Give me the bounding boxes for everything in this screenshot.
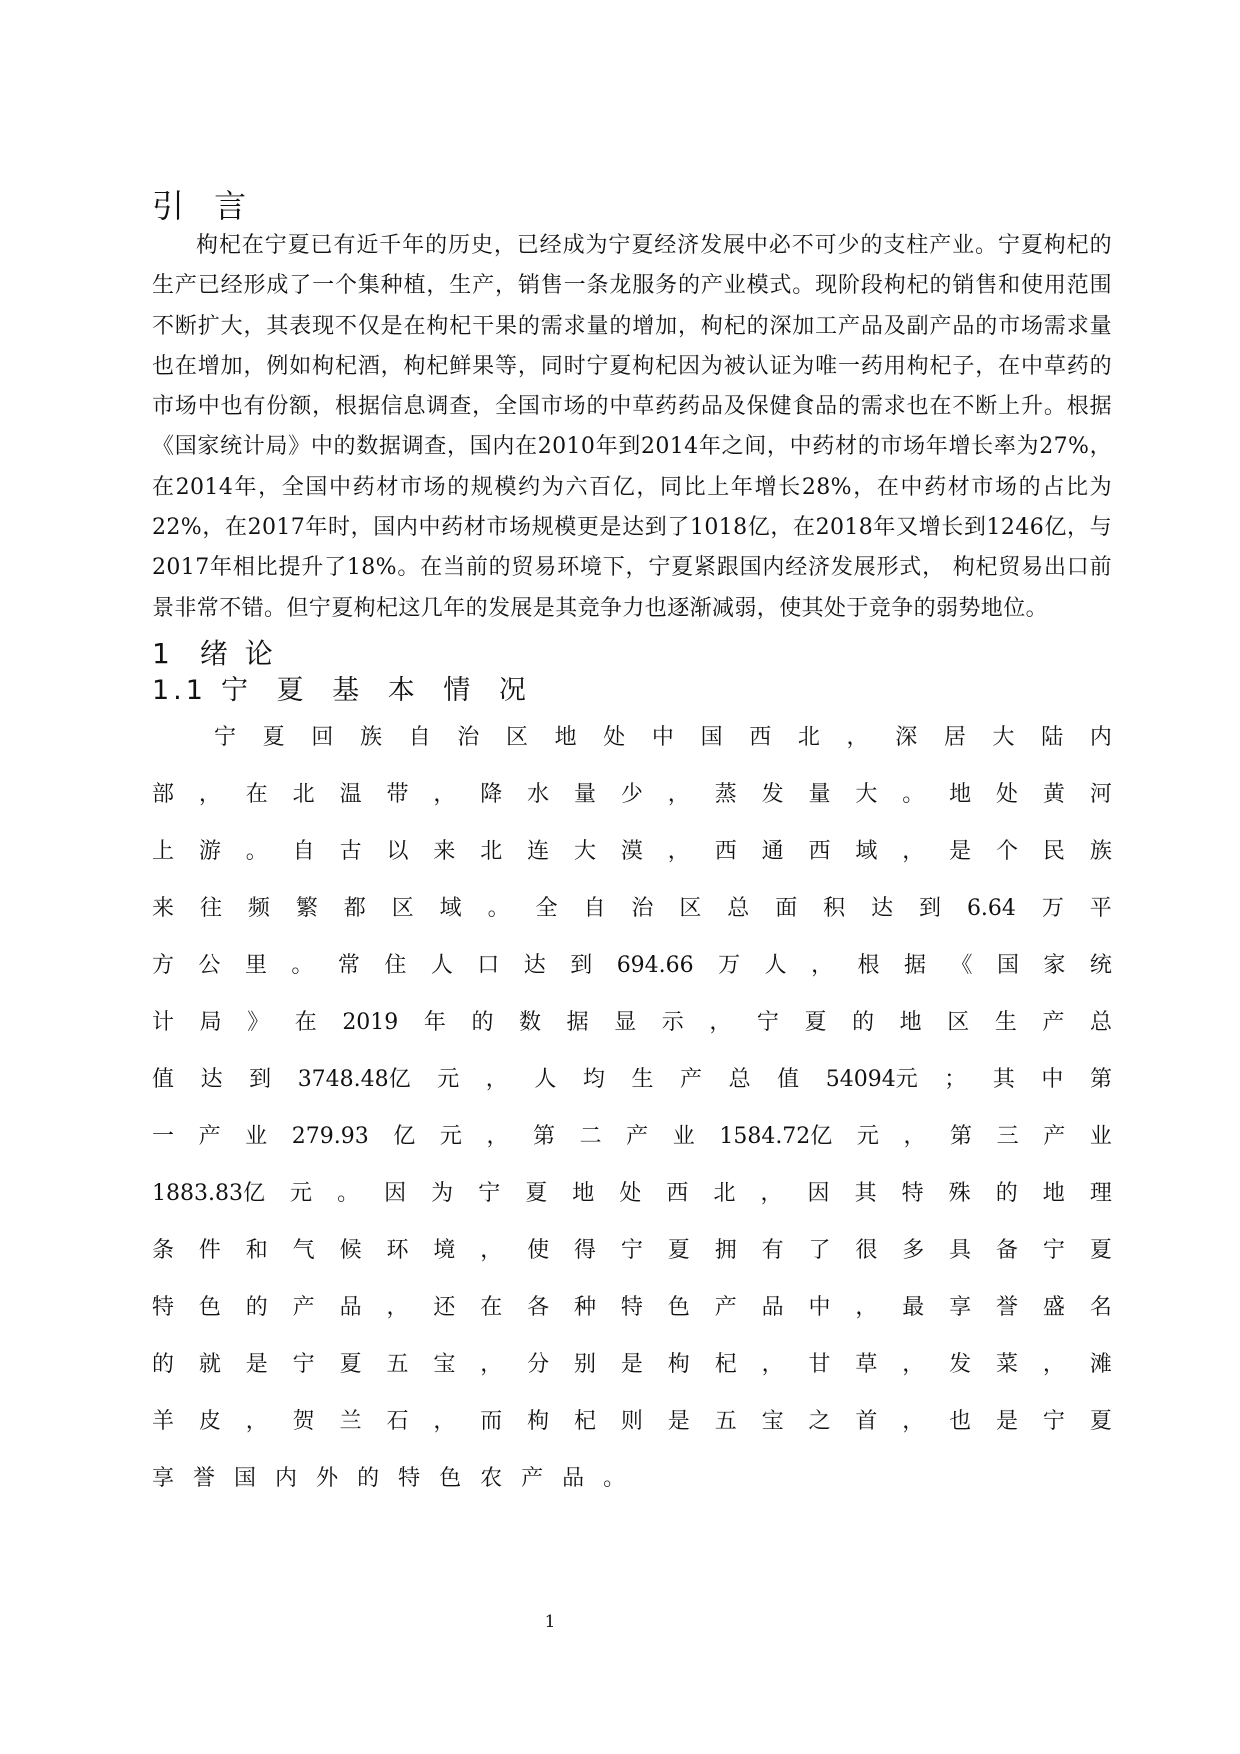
text-token: 陆 xyxy=(1041,724,1064,750)
text-token: 的 xyxy=(852,1009,875,1035)
text-token: 54094元 xyxy=(825,1066,918,1092)
text-token: 杞 xyxy=(714,1351,737,1377)
text-token: 发 xyxy=(761,781,784,807)
text-token: 宁 xyxy=(620,1237,643,1263)
text-token: 享 xyxy=(949,1294,972,1320)
text-token: 境 xyxy=(433,1237,456,1263)
text-token: 宁 xyxy=(756,1009,779,1035)
text-token: 北 xyxy=(797,724,820,750)
text-token: 五 xyxy=(386,1351,409,1377)
text-token: 局 xyxy=(199,1009,222,1035)
text-token: 处 xyxy=(619,1180,642,1206)
text-token: 气 xyxy=(292,1237,315,1263)
text-token: 特 xyxy=(620,1294,643,1320)
text-token: 是 xyxy=(245,1351,268,1377)
text-token: ， xyxy=(902,838,925,864)
text-token: 家 xyxy=(1043,952,1066,978)
text-token: 国 xyxy=(700,724,723,750)
text-token: 2019 xyxy=(342,1009,399,1035)
text-token: 件 xyxy=(198,1237,221,1263)
text-token: 还 xyxy=(433,1294,456,1320)
text-token: 第 xyxy=(1089,1066,1112,1092)
text-token: 元 xyxy=(290,1180,313,1206)
text-token: 品 xyxy=(562,1465,585,1491)
text-token: 名 xyxy=(1089,1294,1112,1320)
text-token: 和 xyxy=(245,1237,268,1263)
text-token: 漠 xyxy=(620,838,643,864)
text-token: 中 xyxy=(1041,1066,1064,1092)
text-token: 上 xyxy=(152,838,175,864)
text-line xyxy=(152,937,1112,994)
text-token: 各 xyxy=(527,1294,550,1320)
text-token: 夏 xyxy=(339,1351,362,1377)
text-token: 大 xyxy=(992,724,1015,750)
text-token: 数 xyxy=(519,1009,542,1035)
text-token: 三 xyxy=(996,1123,1019,1149)
text-token: 第 xyxy=(950,1123,973,1149)
text-token: 。 xyxy=(603,1465,626,1491)
text-line xyxy=(152,1393,1112,1450)
text-token: 域 xyxy=(439,895,462,921)
text-token: 夏 xyxy=(262,724,285,750)
text-token: 兰 xyxy=(339,1408,362,1434)
text-token: 特 xyxy=(152,1294,175,1320)
text-token: 因 xyxy=(384,1180,407,1206)
text-token: ； xyxy=(944,1066,967,1092)
text-token: 到 xyxy=(249,1066,272,1092)
text-token: 是 xyxy=(996,1408,1019,1434)
text-token: 黄 xyxy=(1042,781,1065,807)
text-token: 中 xyxy=(651,724,674,750)
text-token: 夏 xyxy=(1089,1237,1112,1263)
text-token: 地 xyxy=(949,781,972,807)
text-token: ， xyxy=(480,1237,503,1263)
text-token: 国 xyxy=(234,1465,257,1491)
text-token: 产 xyxy=(1043,1123,1066,1149)
text-token: ， xyxy=(433,1408,456,1434)
text-token: 候 xyxy=(339,1237,362,1263)
text-token: 民 xyxy=(1042,838,1065,864)
text-line xyxy=(152,994,1112,1051)
text-token: ， xyxy=(480,1351,503,1377)
text-token: 盛 xyxy=(1042,1294,1065,1320)
text-token: 到 xyxy=(570,952,593,978)
text-token: 往 xyxy=(199,895,222,921)
text-token: 别 xyxy=(574,1351,597,1377)
text-token: 族 xyxy=(1089,838,1112,864)
text-token: 享 xyxy=(152,1465,175,1491)
page-number: 1 xyxy=(544,1612,556,1632)
text-token: 就 xyxy=(198,1351,221,1377)
text-token: 特 xyxy=(901,1180,924,1206)
text-token: ， xyxy=(198,781,221,807)
text-token: 夏 xyxy=(804,1009,827,1035)
text-token: 亿 xyxy=(393,1123,416,1149)
text-token: 贺 xyxy=(292,1408,315,1434)
text-token: 据 xyxy=(904,952,927,978)
text-line xyxy=(152,1279,1112,1336)
text-token: 自 xyxy=(408,724,431,750)
text-token: 治 xyxy=(631,895,654,921)
text-token: 来 xyxy=(152,895,175,921)
text-line xyxy=(152,1051,1112,1108)
text-token: 产 xyxy=(714,1294,737,1320)
text-token: 夏 xyxy=(667,1237,690,1263)
text-token: 是 xyxy=(949,838,972,864)
text-token: 产 xyxy=(198,1123,221,1149)
text-token: 发 xyxy=(949,1351,972,1377)
text-token: 达 xyxy=(200,1066,223,1092)
text-token: 1883.83亿 xyxy=(152,1180,265,1206)
text-token: 滩 xyxy=(1089,1351,1112,1377)
intro-heading: 引 言 xyxy=(152,187,257,225)
text-token: ， xyxy=(902,1408,925,1434)
text-token: 产 xyxy=(521,1465,544,1491)
text-token: 统 xyxy=(1089,952,1112,978)
text-token: 回 xyxy=(311,724,334,750)
text-token: 河 xyxy=(1089,781,1112,807)
text-token: 公 xyxy=(198,952,221,978)
text-token: 多 xyxy=(902,1237,925,1263)
text-token: ， xyxy=(433,781,456,807)
text-token: 在 xyxy=(294,1009,317,1035)
text-token: 。 xyxy=(245,838,268,864)
text-token: 之 xyxy=(808,1408,831,1434)
text-token: 总 xyxy=(1089,1009,1112,1035)
text-token: 元 xyxy=(439,1123,462,1149)
text-token: ， xyxy=(846,724,869,750)
text-token: 古 xyxy=(339,838,362,864)
text-token: ， xyxy=(760,1180,783,1206)
intro-paragraph: 枸杞在宁夏已有近千年的历史，已经成为宁夏经济发展中必不可少的支柱产业。宁夏枸杞的生产已经形成了一个集种植，生产，销售一条龙服务的产业模式。现阶段枸杞的销售和使用范围不断扩大，其表现不仅是在枸杞干果的需求量的增加，枸杞的深加工产品及副产品的市场需求量也在增加，例如枸杞酒，枸杞鲜果等，同时宁夏枸杞因为被认证为唯一药用枸杞子，在中草药的市场中也有份额，根据信息调查，全国市场的中草药药品及保健食品的需求也在不断上升。根据《国家统计局》中的数据调查，国内在2010年到2014年之间，中药材的市场年增长率为27%，在2014年，全国中药材市场的规模约为六百亿，同比上年增长28%，在中药材市场的占比为22%，在2017年时，国内中药材市场规模更是达到了1018亿，在2018年又增长到1246亿，与2017年相比提升了18%。在当前的贸易环境下，宁夏紧跟国内经济发展形式， 枸杞贸易出口前景非常不错。但宁夏枸杞这几年的发展是其竞争力也逐渐减弱，使其处于竞争的弱势地位。 xyxy=(152,233,1112,621)
text-token: 面 xyxy=(775,895,798,921)
text-token: 降 xyxy=(480,781,503,807)
text-token: 了 xyxy=(808,1237,831,1263)
text-token: 业 xyxy=(1089,1123,1112,1149)
text-token: 在 xyxy=(245,781,268,807)
text-token: 农 xyxy=(480,1465,503,1491)
text-token: 279.93 xyxy=(291,1123,369,1149)
text-token: 宝 xyxy=(761,1408,784,1434)
text-token: 分 xyxy=(527,1351,550,1377)
text-token: 很 xyxy=(855,1237,878,1263)
text-token: 具 xyxy=(949,1237,972,1263)
text-token: ， xyxy=(667,781,690,807)
text-token: 色 xyxy=(667,1294,690,1320)
text-token: 的 xyxy=(245,1294,268,1320)
text-token: ， xyxy=(667,838,690,864)
text-line xyxy=(152,880,1112,937)
text-token: 使 xyxy=(527,1237,550,1263)
text-token: 万 xyxy=(718,952,741,978)
text-token: 种 xyxy=(574,1294,597,1320)
text-token: 里 xyxy=(244,952,267,978)
text-token: 方 xyxy=(152,952,175,978)
text-token: 宁 xyxy=(1042,1408,1065,1434)
text-line xyxy=(152,1165,1112,1222)
text-token: ， xyxy=(1042,1351,1065,1377)
text-token: 内 xyxy=(1089,724,1112,750)
text-token: 全 xyxy=(535,895,558,921)
text-token: 积 xyxy=(823,895,846,921)
text-token: ， xyxy=(486,1123,509,1149)
text-token: 理 xyxy=(1089,1180,1112,1206)
text-token: 平 xyxy=(1089,895,1112,921)
text-token: 产 xyxy=(680,1066,703,1092)
text-token: 万 xyxy=(1041,895,1064,921)
text-token: 处 xyxy=(603,724,626,750)
text-token: 部 xyxy=(152,781,175,807)
text-token: 族 xyxy=(359,724,382,750)
section-1-1-paragraph xyxy=(152,709,1112,1507)
text-token: 人 xyxy=(764,952,787,978)
text-token: 3748.48亿 xyxy=(297,1066,411,1092)
text-token: 石 xyxy=(386,1408,409,1434)
text-token: 西 xyxy=(714,838,737,864)
text-token: 根 xyxy=(857,952,880,978)
text-token: 宁 xyxy=(214,724,237,750)
text-token: 生 xyxy=(631,1066,654,1092)
text-token: 人 xyxy=(430,952,453,978)
text-token: 地 xyxy=(899,1009,922,1035)
text-line xyxy=(152,1108,1112,1165)
text-token: 誉 xyxy=(996,1294,1019,1320)
text-token: ， xyxy=(811,952,834,978)
text-token: 菜 xyxy=(996,1351,1019,1377)
text-token: 一 xyxy=(152,1123,175,1149)
text-token: 北 xyxy=(713,1180,736,1206)
text-line xyxy=(152,1450,1112,1507)
text-token: 因 xyxy=(807,1180,830,1206)
text-token: 计 xyxy=(152,1009,175,1035)
text-token: 到 xyxy=(919,895,942,921)
text-token: 在 xyxy=(480,1294,503,1320)
text-token: 元 xyxy=(437,1066,460,1092)
text-token: 宁 xyxy=(1042,1237,1065,1263)
text-token: 而 xyxy=(480,1408,503,1434)
text-token: 西 xyxy=(666,1180,689,1206)
text-token: 处 xyxy=(996,781,1019,807)
text-token: 据 xyxy=(566,1009,589,1035)
text-token: 总 xyxy=(727,895,750,921)
text-token: 产 xyxy=(1042,1009,1065,1035)
text-token: 色 xyxy=(439,1465,462,1491)
text-token: 拥 xyxy=(714,1237,737,1263)
text-token: 夏 xyxy=(1089,1408,1112,1434)
text-line xyxy=(152,766,1112,823)
text-token: ， xyxy=(761,1351,784,1377)
text-line xyxy=(152,709,1112,766)
page-content xyxy=(152,186,1112,1507)
text-token: 。 xyxy=(337,1180,360,1206)
text-token: 首 xyxy=(855,1408,878,1434)
text-token: 的 xyxy=(152,1351,175,1377)
text-token: 西 xyxy=(749,724,772,750)
text-token: 人 xyxy=(534,1066,557,1092)
text-token: 枸 xyxy=(667,1351,690,1377)
text-token: 蒸 xyxy=(714,781,737,807)
text-token: 有 xyxy=(761,1237,784,1263)
text-token: 值 xyxy=(152,1066,175,1092)
text-token: 。 xyxy=(902,781,925,807)
text-token: 色 xyxy=(198,1294,221,1320)
text-token: 其 xyxy=(854,1180,877,1206)
text-token: 区 xyxy=(679,895,702,921)
text-token: 中 xyxy=(808,1294,831,1320)
text-token: 1584.72亿 xyxy=(719,1123,833,1149)
text-token: 总 xyxy=(728,1066,751,1092)
text-token: 内 xyxy=(275,1465,298,1491)
chapter-1-title: 绪 论 xyxy=(199,636,277,670)
chapter-1-number: 1 xyxy=(152,636,174,670)
text-token: 值 xyxy=(777,1066,800,1092)
text-token: 的 xyxy=(995,1180,1018,1206)
text-token: 枸 xyxy=(527,1408,550,1434)
text-token: 区 xyxy=(505,724,528,750)
text-token: 常 xyxy=(337,952,360,978)
text-token: 国 xyxy=(996,952,1019,978)
text-token: 的 xyxy=(357,1465,380,1491)
text-token: ， xyxy=(709,1009,732,1035)
text-line xyxy=(152,1222,1112,1279)
text-token: 频 xyxy=(247,895,270,921)
text-token: 游 xyxy=(198,838,221,864)
text-token: ， xyxy=(903,1123,926,1149)
text-token: 的 xyxy=(471,1009,494,1035)
text-token: 则 xyxy=(620,1408,643,1434)
text-token: 温 xyxy=(339,781,362,807)
text-token: 是 xyxy=(667,1408,690,1434)
text-token: 示 xyxy=(661,1009,684,1035)
section-1-1-title: 宁 夏 基 本 情 况 xyxy=(220,674,536,706)
text-token: 宁 xyxy=(478,1180,501,1206)
section-1-1-heading xyxy=(152,673,1112,709)
text-token: 品 xyxy=(339,1294,362,1320)
text-token: 地 xyxy=(572,1180,595,1206)
text-token: 量 xyxy=(574,781,597,807)
text-token: 条 xyxy=(152,1237,175,1263)
text-token: 连 xyxy=(527,838,550,864)
text-token: 北 xyxy=(292,781,315,807)
text-token: ， xyxy=(245,1408,268,1434)
text-token: 区 xyxy=(947,1009,970,1035)
text-token: 少 xyxy=(620,781,643,807)
text-token: 殊 xyxy=(948,1180,971,1206)
text-token: 产 xyxy=(292,1294,315,1320)
text-token: 是 xyxy=(620,1351,643,1377)
text-token: 誉 xyxy=(193,1465,216,1491)
text-token: 大 xyxy=(855,781,878,807)
text-token: 深 xyxy=(895,724,918,750)
text-token: 年 xyxy=(423,1009,446,1035)
text-token: 最 xyxy=(902,1294,925,1320)
text-token: 自 xyxy=(292,838,315,864)
text-token: 生 xyxy=(994,1009,1017,1035)
text-token: 草 xyxy=(855,1351,878,1377)
text-line xyxy=(152,1336,1112,1393)
text-token: 繁 xyxy=(295,895,318,921)
section-1-1-number: 1.1 xyxy=(152,674,207,706)
text-token: 第 xyxy=(533,1123,556,1149)
text-token: 地 xyxy=(554,724,577,750)
text-token: ， xyxy=(386,1294,409,1320)
text-token: 西 xyxy=(808,838,831,864)
text-line xyxy=(152,823,1112,880)
text-token: 杞 xyxy=(574,1408,597,1434)
text-token: 。 xyxy=(291,952,314,978)
text-token: 宁 xyxy=(292,1351,315,1377)
text-token: 694.66 xyxy=(616,952,694,978)
text-token: 治 xyxy=(457,724,480,750)
text-token: 为 xyxy=(431,1180,454,1206)
text-token: ， xyxy=(855,1294,878,1320)
text-token: 达 xyxy=(523,952,546,978)
text-token: 均 xyxy=(582,1066,605,1092)
text-token: 得 xyxy=(574,1237,597,1263)
text-token: 区 xyxy=(391,895,414,921)
text-token: 夏 xyxy=(525,1180,548,1206)
text-token: 水 xyxy=(527,781,550,807)
text-token: ， xyxy=(485,1066,508,1092)
text-token: ， xyxy=(902,1351,925,1377)
text-token: 居 xyxy=(943,724,966,750)
text-token: 外 xyxy=(316,1465,339,1491)
text-token: 其 xyxy=(992,1066,1015,1092)
text-token: 二 xyxy=(579,1123,602,1149)
text-token: 备 xyxy=(996,1237,1019,1263)
chapter-1-heading xyxy=(152,635,1112,673)
text-token: 》 xyxy=(247,1009,270,1035)
text-token: 住 xyxy=(384,952,407,978)
text-token: 都 xyxy=(343,895,366,921)
text-token: 业 xyxy=(672,1123,695,1149)
text-token: 甘 xyxy=(808,1351,831,1377)
text-token: 带 xyxy=(386,781,409,807)
text-token: 域 xyxy=(855,838,878,864)
text-token: 大 xyxy=(574,838,597,864)
text-token: 。 xyxy=(487,895,510,921)
text-token: 《 xyxy=(950,952,973,978)
text-token: 通 xyxy=(761,838,784,864)
text-token: 环 xyxy=(386,1237,409,1263)
text-token: 显 xyxy=(614,1009,637,1035)
text-token: 地 xyxy=(1042,1180,1065,1206)
text-token: 北 xyxy=(480,838,503,864)
text-token: 五 xyxy=(714,1408,737,1434)
text-token: 口 xyxy=(477,952,500,978)
text-token: 品 xyxy=(761,1294,784,1320)
text-token: 宝 xyxy=(433,1351,456,1377)
text-token: 元 xyxy=(856,1123,879,1149)
text-token: 达 xyxy=(871,895,894,921)
text-token: 皮 xyxy=(198,1408,221,1434)
text-token: 量 xyxy=(808,781,831,807)
text-token: 业 xyxy=(245,1123,268,1149)
text-token: 以 xyxy=(386,838,409,864)
text-token: 6.64 xyxy=(966,895,1016,921)
text-token: 自 xyxy=(583,895,606,921)
text-token: 来 xyxy=(433,838,456,864)
text-token: 个 xyxy=(996,838,1019,864)
text-token: 产 xyxy=(626,1123,649,1149)
text-token: 特 xyxy=(398,1465,421,1491)
text-token: 也 xyxy=(949,1408,972,1434)
text-token: 羊 xyxy=(152,1408,175,1434)
